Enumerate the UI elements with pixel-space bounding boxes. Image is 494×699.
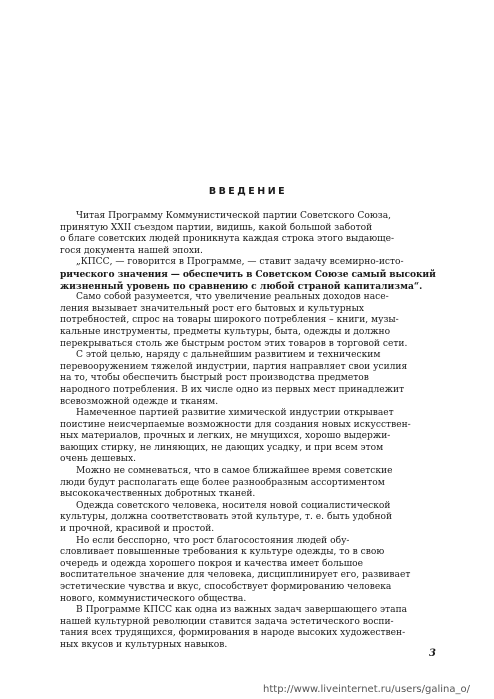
text-line: гося документа нашей эпохи. — [60, 245, 203, 256]
text-line: эстетические чувства и вкус, способствует формированию человека — [60, 582, 392, 592]
text-line: нового, коммунистического общества. — [60, 593, 247, 604]
text-line: высококачественных добротных тканей. — [60, 489, 256, 500]
text-line: В Программе КПСС как одна из важных задач завершающего этапа — [76, 605, 408, 616]
text-line: Но если бесспорно, что рост благосостояния людей обу- — [76, 535, 350, 546]
paragraph — [60, 605, 436, 651]
text-line: потребностей, спрос на товары широкого потребления – книги, музы- — [60, 315, 399, 326]
paragraph — [60, 211, 436, 257]
text-line: воспитательное значение для человека, дисциплинирует его, развивает — [60, 570, 411, 581]
text-line: очень дешевых. — [60, 454, 136, 465]
text-line: принятую XXII съездом партии, видишь, какой большой заботой — [60, 222, 373, 233]
footer-url: http://www.liveinternet.ru/users/galina_o/ — [263, 684, 470, 695]
paragraph — [60, 257, 436, 292]
text-line: ных материалов, прочных и легких, не мнущихся, хорошо выдержи- — [60, 431, 391, 442]
text-line: культуры, должна соответствовать этой культуре, т. е. быть удобной — [60, 512, 393, 523]
text-line: Читая Программу Коммунистической партии Советского Союза, — [76, 211, 392, 221]
paragraph — [60, 466, 436, 501]
text-line: С этой целью, наряду с дальнейшим развитием и техническим — [76, 350, 381, 361]
paragraph — [60, 501, 436, 536]
text-line: очередь и одежда хорошего покроя и качества имеет большое — [60, 558, 364, 569]
text-line: Само собой разумеется, что увеличение реальных доходов насе- — [76, 292, 389, 303]
page-heading: ВВЕДЕНИЕ — [208, 186, 288, 197]
text-line: люди будут располагать еще более разнообразным ассортиментом — [60, 477, 385, 488]
page-number: 3 — [429, 648, 436, 659]
text-line: перевооружением тяжелой индустрии, партия направляет свои усилия — [60, 361, 408, 372]
text-line: вающих стирку, не линяющих, не дающих усадку, и при всем этом — [60, 442, 384, 453]
text-line: рического значения — обеспечить в Советском Союзе самый высокий — [60, 268, 436, 280]
text-line: Можно не сомневаться, что в самое ближайшее время советские — [76, 466, 393, 477]
text-line: о благе советских людей проникнута каждая строка этого выдающе- — [60, 234, 395, 245]
text-line: тания всех трудящихся, формирования в народе высоких художествен- — [60, 628, 406, 639]
text-line: кальные инструменты, предметы культуры, быта, одежды и должно — [60, 326, 391, 337]
paragraph — [60, 408, 436, 466]
text-line: народного потребления. В их числе одно из первых мест принадлежит — [60, 384, 405, 395]
text-line: „КПСС, — говорится в Программе, — ставит задачу всемирно-исто- — [76, 257, 404, 268]
text-line: и прочной, красивой и простой. — [60, 524, 215, 535]
text-line: ления вызывает значительный рост его бытовых и культурных — [60, 303, 364, 314]
paragraph — [60, 292, 436, 350]
body-text — [60, 211, 436, 652]
text-line: всевозможной одежде и тканям. — [60, 396, 219, 407]
text-line: жизненный уровень по сравнению с любой страной капитализма“. — [60, 280, 423, 292]
text-line: Одежда советского человека, носителя новой социалистической — [76, 500, 391, 511]
text-line: ных вкусов и культурных навыков. — [60, 639, 228, 650]
document-page — [60, 186, 436, 652]
text-line: нашей культурной революции ставится задача эстетического воспи- — [60, 616, 394, 627]
text-line: словливает повышенные требования к культуре одежды, то в свою — [60, 547, 385, 558]
text-line: поистине неисчерпаемые возможности для создания новых искусствен- — [60, 419, 411, 430]
text-line: Намеченное партией развитие химической индустрии открывает — [76, 408, 394, 419]
paragraph — [60, 350, 436, 408]
text-line: перекрываться столь же быстрым ростом этих товаров в торговой сети. — [60, 338, 408, 349]
text-line: на то, чтобы обеспечить быстрый рост производства предметов — [60, 373, 369, 384]
paragraph — [60, 536, 436, 606]
